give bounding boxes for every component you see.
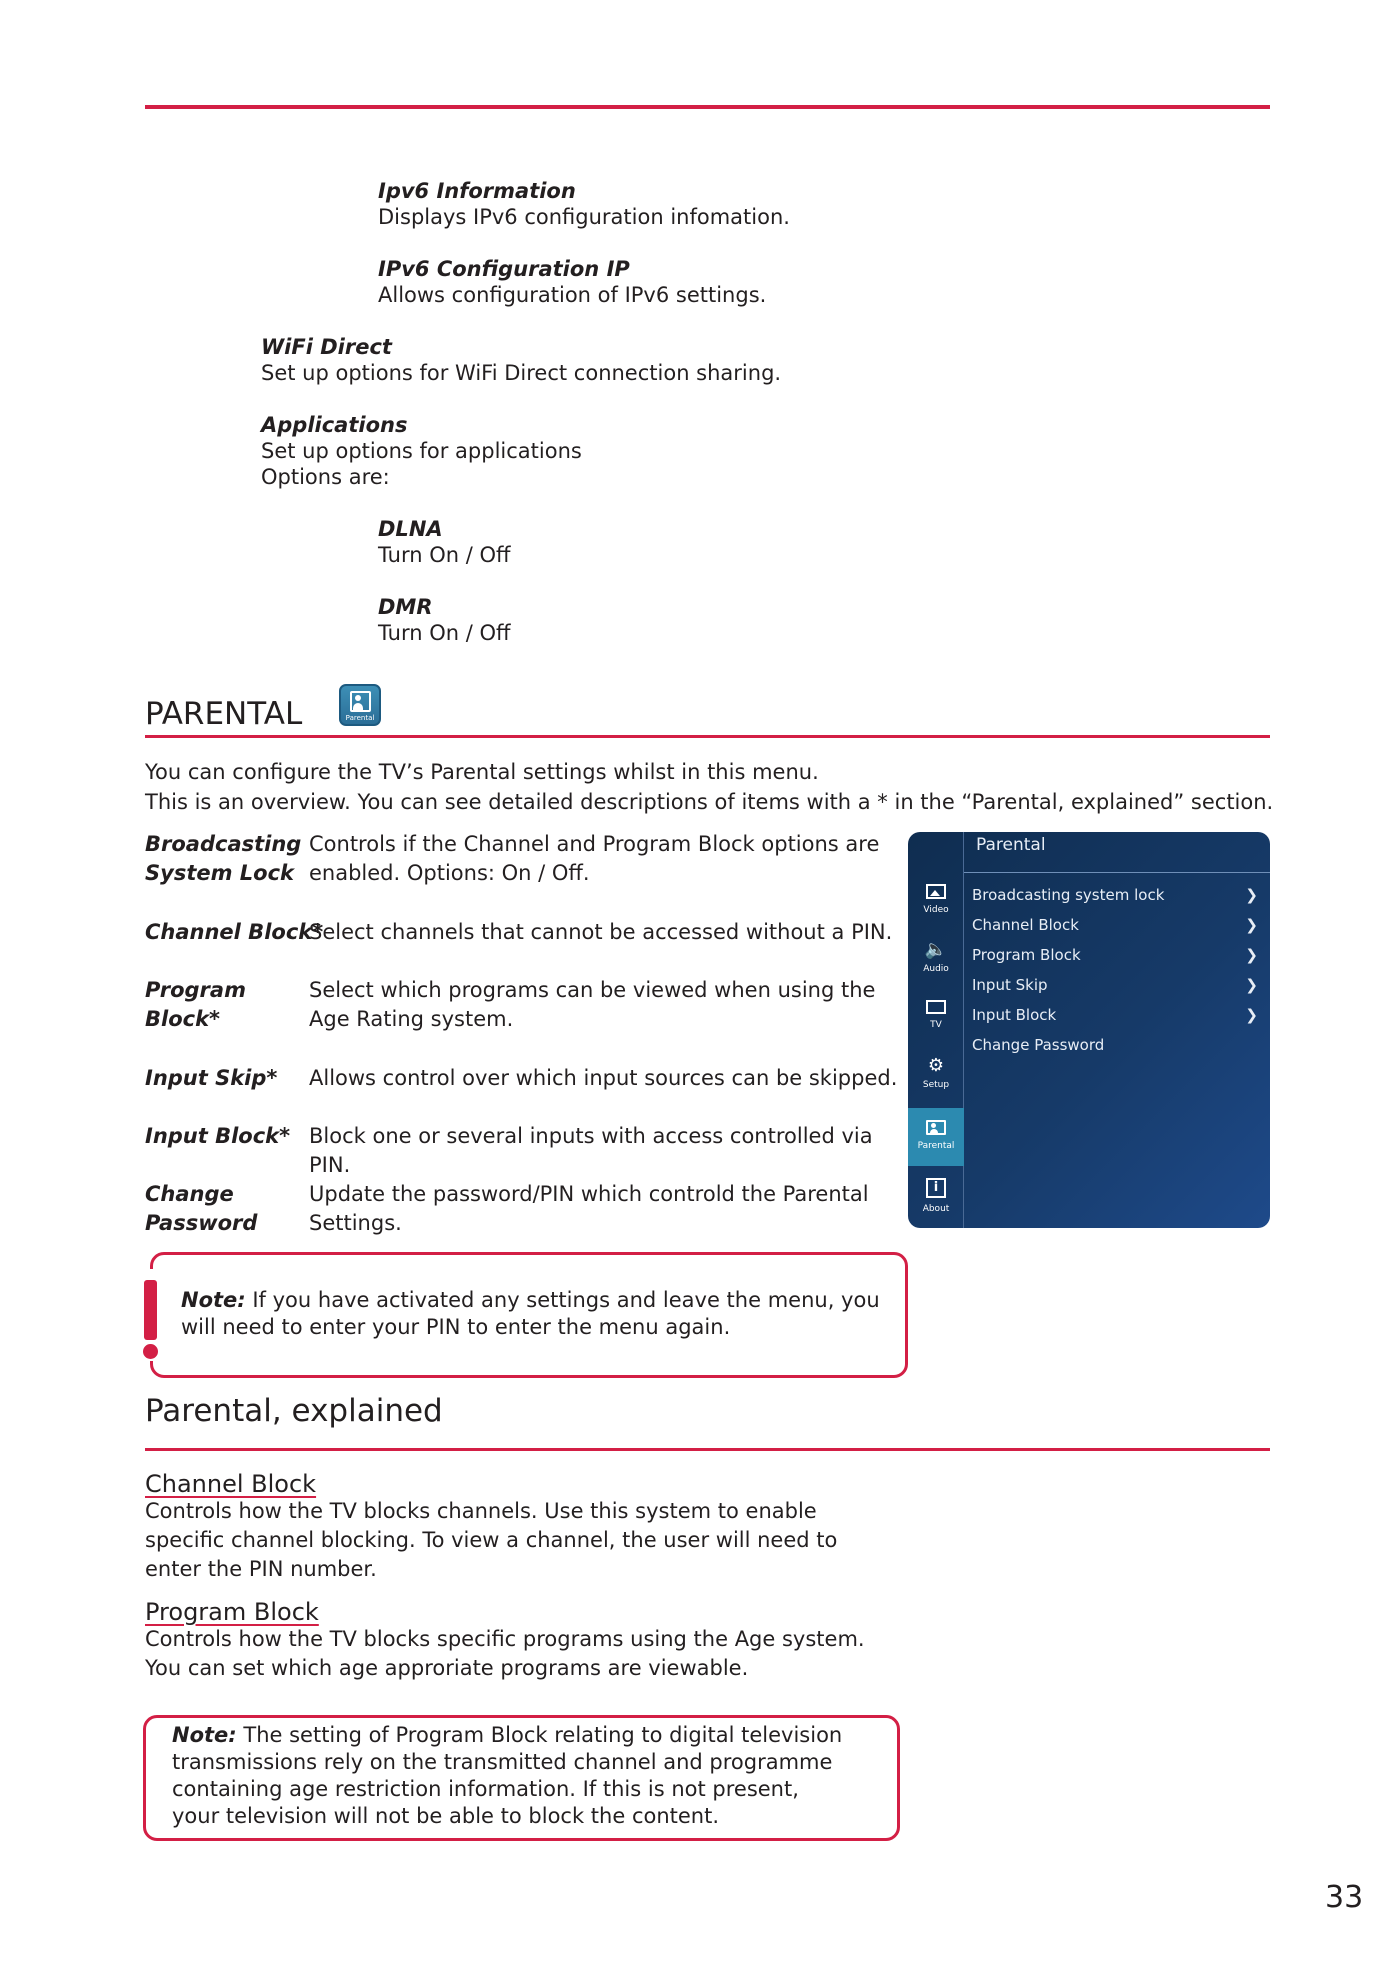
tv-tab-setup[interactable] — [908, 1046, 964, 1104]
chevron-right-icon: ❯ — [1245, 1006, 1258, 1024]
chevron-right-icon: ❯ — [1245, 946, 1258, 964]
top-rule — [145, 105, 1270, 109]
channel-block-text: Controls how the TV blocks channels. Use this system to enable specific channel blocking. To view a channel, the user will need to enter the PIN number. — [145, 1499, 838, 1581]
tv-menu-item-label: Program Block — [972, 946, 1081, 964]
applications-options-label: Options are: — [261, 465, 390, 489]
chevron-right-icon: ❯ — [1245, 976, 1258, 994]
note-label: Note: — [181, 1288, 246, 1312]
desc-input-block: Block one or several inputs with access controlled via PIN. — [309, 1124, 873, 1177]
info-icon: i — [926, 1178, 946, 1198]
tv-tab-label: Video — [923, 905, 949, 915]
ipv6-config-text: Allows configuration of IPv6 settings. — [378, 283, 767, 307]
ipv6-config-block — [378, 256, 766, 308]
term-line: Password — [145, 1211, 258, 1235]
tv-tab-about[interactable] — [908, 1166, 964, 1224]
channel-block-heading: Channel Block — [145, 1470, 317, 1498]
chevron-right-icon: ❯ — [1245, 916, 1258, 934]
ipv6-info-text: Displays IPv6 configuration infomation. — [378, 205, 790, 229]
picture-icon — [926, 884, 946, 899]
parental-section-title: PARENTAL — [145, 696, 303, 732]
program-block-note-text — [172, 1722, 852, 1830]
parental-intro-line-2: This is an overview. You can see detailed descriptions of items with a * in the “Parental, explained” section. — [145, 790, 1274, 814]
parental-intro-line-1: You can configure the TV’s Parental settings whilst in this menu. — [145, 760, 819, 784]
gear-icon: ⚙ — [927, 1055, 945, 1076]
tv-tab-label: Parental — [917, 1141, 955, 1151]
tv-menu-item-input-block[interactable] — [972, 1004, 1262, 1026]
wifi-direct-heading: WiFi Direct — [261, 335, 392, 359]
chevron-right-icon: ❯ — [1245, 886, 1258, 904]
parental-icon-label: Parental — [345, 714, 375, 722]
term-line: System Lock — [145, 861, 295, 885]
tv-menu-item-label: Change Password — [972, 1036, 1105, 1054]
term-channel-block — [145, 918, 323, 947]
tv-tab-parental[interactable] — [908, 1108, 964, 1166]
ipv6-config-heading: IPv6 Configuration IP — [378, 257, 630, 281]
program-block-text: Controls how the TV blocks specific programs using the Age system. You can set which age approriate programs are viewable. — [145, 1627, 865, 1680]
tv-menu-item-label: Channel Block — [972, 916, 1079, 934]
tv-tab-label: TV — [930, 1020, 942, 1030]
tv-menu-item-label: Input Skip — [972, 976, 1048, 994]
tv-parental-menu-screenshot — [908, 832, 1270, 1228]
dmr-heading: DMR — [378, 595, 433, 619]
tv-tab-audio[interactable] — [908, 930, 964, 988]
term-line: Broadcasting — [145, 832, 302, 856]
tv-tab-label: Setup — [922, 1080, 950, 1090]
term-broadcasting-system-lock — [145, 830, 301, 888]
parental-rule — [145, 735, 1270, 738]
page-number: 33 — [1325, 1880, 1364, 1915]
dlna-text: Turn On / Off — [378, 543, 511, 567]
applications-heading: Applications — [261, 413, 408, 437]
term-change-password — [145, 1180, 257, 1238]
ipv6-info-heading: Ipv6 Information — [378, 179, 576, 203]
term-line: Change — [145, 1182, 234, 1206]
dmr-block — [378, 594, 510, 646]
term-line: Input Block* — [145, 1124, 291, 1148]
tv-menu-item-program-block[interactable] — [972, 944, 1262, 966]
tv-tab-label: Audio — [923, 964, 949, 974]
tv-menu-title-rule — [964, 872, 1270, 873]
wifi-direct-block — [261, 334, 781, 386]
desc-input-skip: Allows control over which input sources can be skipped. — [309, 1066, 898, 1090]
tv-menu-item-channel-block[interactable] — [972, 914, 1262, 936]
wifi-direct-text: Set up options for WiFi Direct connection sharing. — [261, 361, 782, 385]
tv-menu-item-label: Input Block — [972, 1006, 1057, 1024]
explained-rule — [145, 1448, 1270, 1451]
tv-menu-item-input-skip[interactable] — [972, 974, 1262, 996]
exclamation-dot — [143, 1344, 158, 1359]
parental-intro — [145, 757, 1273, 817]
tv-tab-video[interactable] — [908, 872, 964, 930]
desc-channel-block: Select channels that cannot be accessed without a PIN. — [309, 920, 893, 944]
speaker-icon: 🔈 — [924, 939, 948, 960]
exclamation-icon — [144, 1280, 157, 1340]
parental-icon — [926, 1120, 946, 1135]
term-line: Block* — [145, 1007, 221, 1031]
tv-menu-sidebar — [908, 832, 964, 1228]
ipv6-info-block — [378, 178, 790, 230]
desc-change-password: Update the password/PIN which controld the Parental Settings. — [309, 1182, 869, 1235]
term-line: Program — [145, 978, 246, 1002]
pin-note-text — [181, 1287, 881, 1341]
tv-tab-tv[interactable] — [908, 988, 964, 1046]
term-input-skip — [145, 1064, 277, 1093]
note-body: If you have activated any settings and leave the menu, you will need to enter your PIN to enter the menu again. — [181, 1288, 880, 1339]
term-line: Channel Block* — [145, 920, 324, 944]
parental-icon — [339, 684, 381, 726]
dlna-block — [378, 516, 510, 568]
dmr-text: Turn On / Off — [378, 621, 511, 645]
tv-menu-item-broadcasting-system-lock[interactable] — [972, 884, 1262, 906]
desc-broadcasting-system-lock: Controls if the Channel and Program Block options are enabled. Options: On / Off. — [309, 832, 880, 885]
term-line: Input Skip* — [145, 1066, 278, 1090]
tv-icon — [926, 1000, 946, 1014]
tv-menu-title: Parental — [976, 835, 1046, 855]
term-program-block — [145, 976, 246, 1034]
dlna-heading: DLNA — [378, 517, 443, 541]
note-label: Note: — [172, 1723, 237, 1747]
program-block-heading: Program Block — [145, 1598, 319, 1626]
applications-block — [261, 412, 582, 490]
desc-program-block: Select which programs can be viewed when using the Age Rating system. — [309, 978, 876, 1031]
note-body: The setting of Program Block relating to digital television transmissions rely on the transmitted channel and programme containing age restriction information. If this is not present, your television will not be able to block the content. — [172, 1723, 843, 1828]
term-input-block — [145, 1122, 290, 1151]
tv-tab-label: About — [922, 1204, 950, 1214]
parental-explained-title: Parental, explained — [145, 1393, 443, 1429]
tv-menu-item-change-password[interactable] — [972, 1034, 1262, 1056]
applications-text: Set up options for applications — [261, 439, 582, 463]
tv-menu-item-label: Broadcasting system lock — [972, 886, 1165, 904]
